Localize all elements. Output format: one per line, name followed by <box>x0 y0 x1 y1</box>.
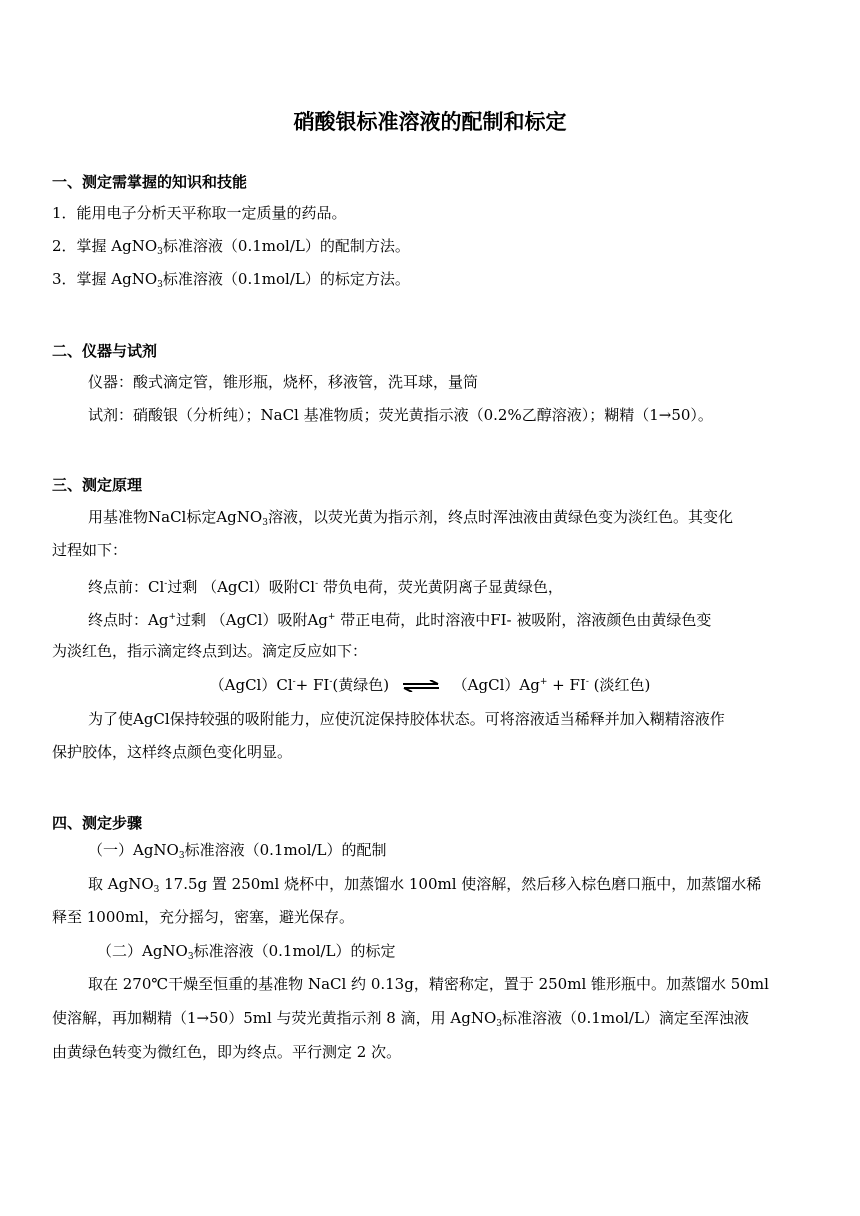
s4-std-line-3: 由黄绿色转变为微红色，即为终点。平行测定 2 次。 <box>52 1043 402 1061</box>
s3-colloid-line-2: 保护胶体，这样终点颜色变化明显。 <box>52 743 293 761</box>
s3-principle-line-2: 过程如下： <box>52 541 128 559</box>
s4-subheading-2: （二）AgNO$_3$标准溶液（0.1mol/L）的标定 <box>97 942 396 962</box>
s4-subheading-1: （一）AgNO$_3$标准溶液（0.1mol/L）的配制 <box>88 841 387 861</box>
page-title: 硝酸银标准溶液的配制和标定 <box>293 110 567 134</box>
s1-item-2: 2．掌握 AgNO$_3$标准溶液（0.1mol/L）的配制方法。 <box>52 237 410 257</box>
s3-at-endpoint: 终点时：Ag+过剩 （AgCl）吸附Ag+ 带正电荷，此时溶液中FI- 被吸附，溶液颜色由黄绿色变 <box>88 611 712 629</box>
s2-instruments: 仪器：酸式滴定管，锥形瓶，烧杯，移液管，洗耳球，量筒 <box>88 373 479 391</box>
section-2-heading: 二、仪器与试剂 <box>52 342 158 360</box>
section-3-heading: 三、测定原理 <box>52 476 143 494</box>
s4-std-line-2: 使溶解，再加糊精（1→50）5ml 与荧光黄指示剂 8 滴，用 AgNO$_3$标准溶液（0.1mol/L）滴定至浑浊液 <box>52 1009 749 1029</box>
s1-item-3: 3．掌握 AgNO$_3$标准溶液（0.1mol/L）的标定方法。 <box>52 270 410 290</box>
section-1-heading: 一、测定需掌握的知识和技能 <box>52 173 248 191</box>
s2-reagents: 试剂：硝酸银（分析纯）；NaCl 基准物质；荧光黄指示液（0.2%乙醇溶液）；糊精（1→50）。 <box>88 406 713 424</box>
s3-at-endpoint-cont: 为淡红色，指示滴定终点到达。滴定反应如下： <box>52 642 368 660</box>
equilibrium-arrow-icon <box>402 680 440 692</box>
s1-item-1: 1．能用电子分析天平称取一定质量的药品。 <box>52 204 347 222</box>
section-4-heading: 四、测定步骤 <box>52 814 143 832</box>
s4-prep-line-1: 取 AgNO$_3$ 17.5g 置 250ml 烧杯中，加蒸馏水 100ml 使溶解，然后移入棕色磨口瓶中，加蒸馏水稀 <box>88 875 762 895</box>
s4-prep-line-2: 释至 1000ml，充分摇匀，密塞，避光保存。 <box>52 908 354 926</box>
s4-std-line-1: 取在 270℃干燥至恒重的基准物 NaCl 约 0.13g，精密称定，置于 250ml 锥形瓶中。加蒸馏水 50ml <box>88 975 769 993</box>
reaction-equation: （AgCl）Cl-+ FI-(黄绿色) （AgCl）Ag+ + FI- (淡红色) <box>209 676 651 694</box>
s3-colloid-line-1: 为了使AgCl保持较强的吸附能力，应使沉淀保持胶体状态。可将溶液适当稀释并加入糊精溶液作 <box>88 710 725 728</box>
s3-before-endpoint: 终点前：Cl-过剩 （AgCl）吸附Cl- 带负电荷，荧光黄阴离子显黄绿色， <box>88 578 563 596</box>
s3-principle-line-1: 用基准物NaCl标定AgNO$_3$溶液，以荧光黄为指示剂，终点时浑浊液由黄绿色变为淡红色。其变化 <box>88 508 733 528</box>
